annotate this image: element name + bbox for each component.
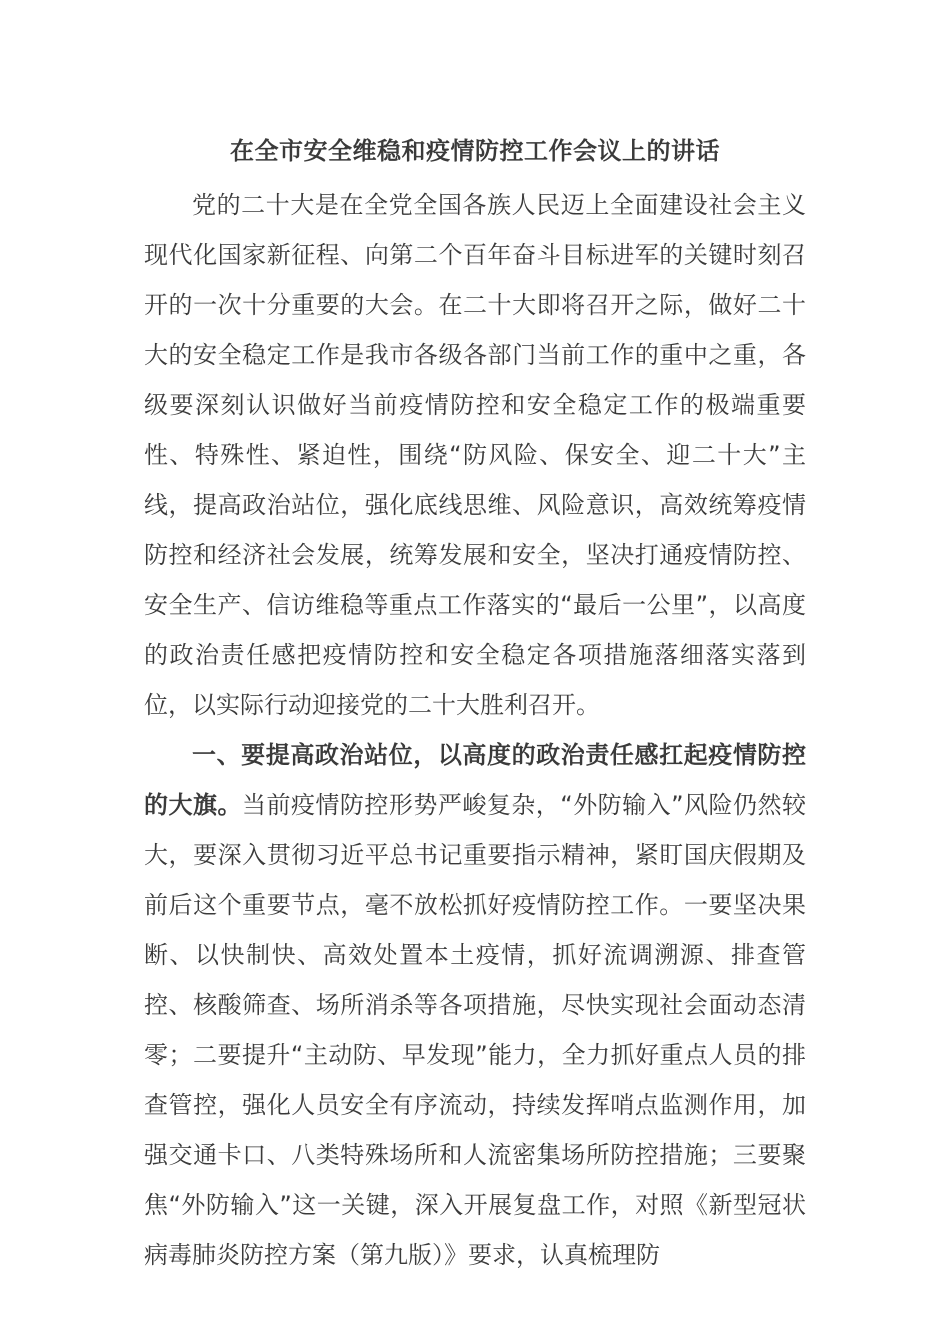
paragraph-intro-text: 党的二十大是在全党全国各族人民迈上全面建设社会主义现代化国家新征程、向第二个百年奋斗目标进军的关键时刻召开的一次十分重要的大会。在二十大即将召开之际，做好二十大的安全稳定工作是我市各级各部门当前工作的重中之重，各级要深刻认识做好当前疫情防控和安全稳定工作的极端重要性、特殊性、紧迫性，围绕“防风险、保安全、迎二十大”主线，提高政治站位，强化底线思维、风险意识，高效统筹疫情防控和经济社会发展，统筹发展和安全，坚决打通疫情防控、安全生产、信访维稳等重点工作落实的“最后一公里”，以高度的政治责任感把疫情防控和安全稳定各项措施落细落实落到位，以实际行动迎接党的二十大胜利召开。 — [144, 191, 806, 719]
paragraph-section-one — [144, 730, 806, 1280]
document-title: 在全市安全维稳和疫情防控工作会议上的讲话 — [230, 137, 720, 165]
section-one-heading: 一、要提高政治站位，以高度的政治责任感扛起疫情防控的大旗。 — [144, 741, 806, 819]
section-one-text: 当前疫情防控形势严峻复杂，“外防输入”风险仍然较大，要深入贯彻习近平总书记重要指示精神，紧盯国庆假期及前后这个重要节点，毫不放松抓好疫情防控工作。一要坚决果断、以快制快、高效处置本土疫情，抓好流调溯源、排查管控、核酸筛查、场所消杀等各项措施，尽快实现社会面动态清零；二要提升“主动防、早发现”能力，全力抓好重点人员的排查管控，强化人员安全有序流动，持续发挥哨点监测作用，加强交通卡口、八类特殊场所和人流密集场所防控措施；三要聚焦“外防输入”这一关键，深入开展复盘工作，对照《新型冠状病毒肺炎防控方案（第九版）》要求，认真梳理防 — [144, 791, 806, 1269]
document-body — [144, 180, 806, 1280]
paragraph-intro — [144, 180, 806, 730]
